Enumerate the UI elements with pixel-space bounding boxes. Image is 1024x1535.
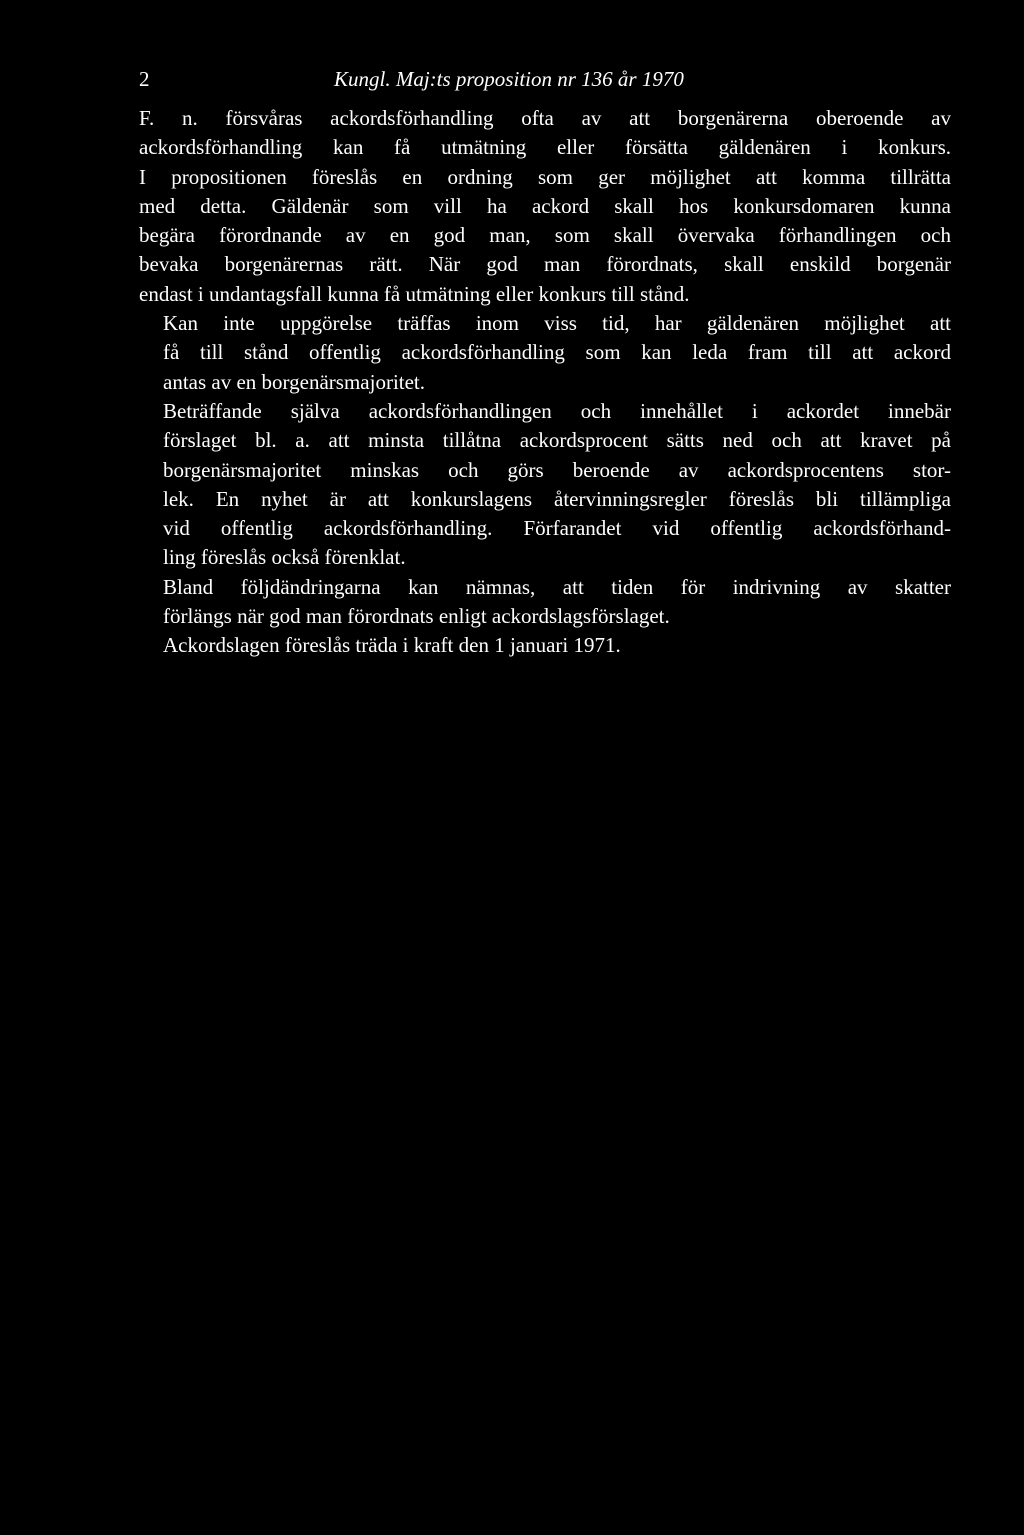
text-line: I propositionen föreslås en ordning som ger möjlighet att komma tillrätta [139, 164, 951, 189]
text-line: F. n. försvåras ackordsförhandling ofta av att borgenärerna oberoende av [139, 106, 951, 130]
text-line: bevaka borgenärernas rätt. När god man förordnats, skall enskild borgenär [139, 252, 951, 277]
text-line: begära förordnande av en god man, som skall övervaka förhandlingen och [139, 223, 951, 248]
text-line: endast i undantagsfall kunna få utmätning eller konkurs till stånd. [139, 281, 690, 306]
body-text [139, 104, 951, 661]
text-line: borgenärsmajoritet minskas och görs beroende av ackordsprocentens stor- [163, 457, 951, 482]
paragraph-5 [139, 631, 951, 660]
running-title: Kungl. Maj:ts proposition nr 136 år 1970 [334, 67, 684, 91]
text-line: Ackordslagen föreslås träda i kraft den 1 januari 1971. [163, 633, 621, 658]
paragraph-4 [139, 573, 951, 632]
page-number: 2 [139, 67, 150, 91]
paragraph-1 [139, 104, 951, 309]
text-line: Beträffande själva ackordsförhandlingen och innehållet i ackordet innebär [163, 398, 951, 423]
text-line: förslaget bl. a. att minsta tillåtna ackordsprocent sätts ned och att kravet på [163, 428, 951, 453]
text-line: Bland följdändringarna kan nämnas, att tiden för indrivning av skatter [163, 574, 951, 599]
text-line: lek. En nyhet är att konkurslagens återvinningsregler föreslås bli tillämpliga [163, 486, 951, 511]
text-line: med detta. Gäldenär som vill ha ackord skall hos konkursdomaren kunna [139, 193, 951, 218]
page-header [139, 62, 959, 96]
text-line: ackordsförhandling kan få utmätning eller försätta gäldenären i konkurs. [139, 135, 951, 160]
text-line: antas av en borgenärsmajoritet. [163, 369, 426, 394]
text-line: förlängs när god man förordnats enligt ackordslagsförslaget. [163, 604, 670, 629]
text-line: Kan inte uppgörelse träffas inom viss tid, har gäldenären möjlighet att [163, 311, 951, 336]
text-line: ling föreslås också förenklat. [163, 545, 406, 570]
text-line: få till stånd offentlig ackordsförhandling som kan leda fram till att ackord [163, 340, 951, 365]
paragraph-3 [139, 397, 951, 573]
paragraph-2 [139, 309, 951, 397]
text-line: vid offentlig ackordsförhandling. Förfarandet vid offentlig ackordsförhand- [163, 516, 951, 541]
